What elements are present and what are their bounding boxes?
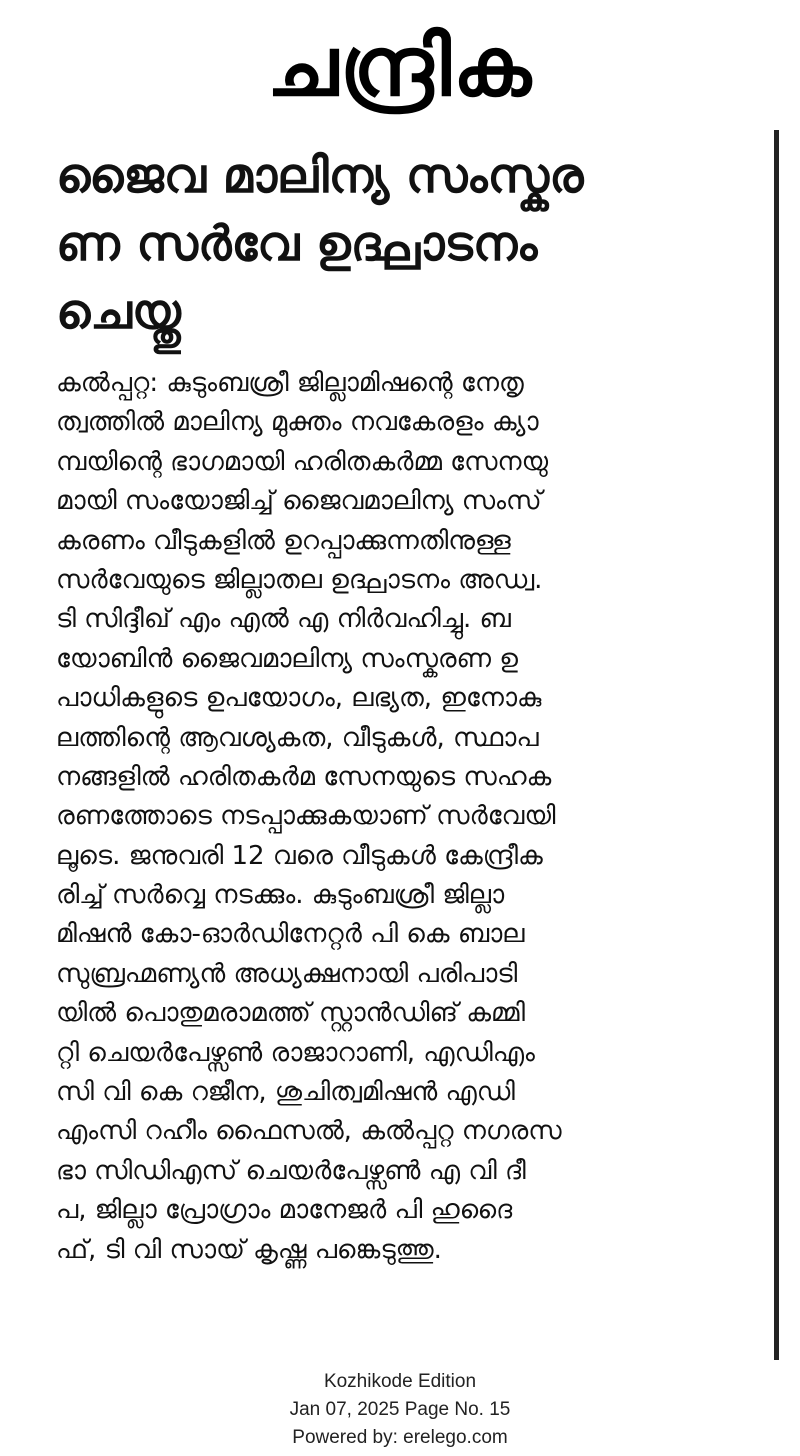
article-line: യോബിൻ ജൈവമാലിന്യ സംസ്കരണ ഉ: [56, 643, 518, 674]
column-divider: [774, 130, 779, 1360]
powered-by-credit: Powered by: erelego.com: [292, 1427, 508, 1448]
article-line: ത്വത്തിൽ മാലിന്യ മുക്തം നവകേരളം ക്യാ: [56, 407, 539, 438]
headline-line: ജൈവ മാലിന്യ സംസ്കര: [56, 148, 584, 204]
article-line: ഭാ സിഡിഎസ് ചെയർപേഴ്സൺ എ വി ദീ: [56, 1155, 526, 1186]
article-body: [56, 364, 756, 1270]
article-line: രണത്തോടെ നടപ്പാക്കുകയാണ് സർവേയി: [56, 801, 556, 832]
article-line: സർവേയുടെ ജില്ലാതല ഉദ്ഘാടനം അഡ്വ.: [56, 564, 543, 595]
article-line: കരണം വീടുകളിൽ ഉറപ്പാക്കുന്നതിനുള്ള: [56, 525, 511, 556]
newspaper-masthead: [150, 18, 650, 118]
article-line: പ, ജില്ലാ പ്രോഗ്രാം മാനേജർ പി ഹുദൈ: [56, 1195, 513, 1226]
edition-footer: [0, 1368, 800, 1452]
article-line: യിൽ പൊതുമരാമത്ത് സ്റ്റാൻഡിങ് കമ്മി: [56, 998, 526, 1029]
article-line: ഫ്, ടി വി സായ് കൃഷ്ണ പങ്കെടുത്തു.: [56, 1234, 442, 1265]
article-line: സി വി കെ റജീന, ശുചിത്വമിഷൻ എഡി: [56, 1077, 515, 1108]
article-line: നങ്ങളിൽ ഹരിതകർമ സേനയുടെ സഹക: [56, 761, 552, 792]
date-page-number: Jan 07, 2025 Page No. 15: [289, 1399, 511, 1420]
masthead-logo-text: ചന്ദ്രിക: [266, 20, 534, 115]
article-line: റ്റി ചെയർപേഴ്സൺ രാജാറാണി, എഡിഎം: [56, 1037, 535, 1068]
article-line: കൽപ്പറ്റ: കുടുംബശ്രീ ജില്ലാമിഷന്റെ നേതൃ: [56, 368, 524, 398]
article-line: ലത്തിന്റെ ആവശ്യകത, വീടുകൾ, സ്ഥാപ: [56, 722, 539, 753]
article-line: മ്പയിന്റെ ഭാഗമായി ഹരിതകർമ്മ സേനയു: [56, 446, 549, 477]
article-line: എംസി റഹീം ഫൈസൽ, കൽപ്പറ്റ നഗരസ: [56, 1116, 562, 1147]
article-line: മിഷൻ കോ-ഓർഡിനേറ്റർ പി കെ ബാല: [56, 919, 525, 950]
headline-line: ചെയ്തു: [56, 284, 181, 340]
article-line: ലൂടെ. ജനുവരി 12 വരെ വീടുകൾ കേന്ദ്രീക: [56, 840, 543, 871]
article-line: രിച്ച് സർവ്വെ നടക്കും. കുടുംബശ്രീ ജില്ലാ: [56, 880, 505, 911]
article-line: സുബ്രഹ്മണ്യൻ അധ്യക്ഷനായി പരിപാടി: [56, 958, 518, 989]
article-line: ടി സിദ്ദീഖ് എം എൽ എ നിർവഹിച്ചു. ബ: [56, 604, 511, 635]
edition-name: Kozhikode Edition: [323, 1371, 477, 1392]
article-line: മായി സംയോജിച്ച് ജൈവമാലിന്യ സംസ്: [56, 486, 542, 517]
headline-line: ണ സർവേ ഉദ്ഘാടനം: [56, 216, 538, 272]
article-line: പാധികളുടെ ഉപയോഗം, ലഭ്യത, ഇനോകു: [56, 683, 542, 714]
article-headline: [56, 142, 746, 346]
